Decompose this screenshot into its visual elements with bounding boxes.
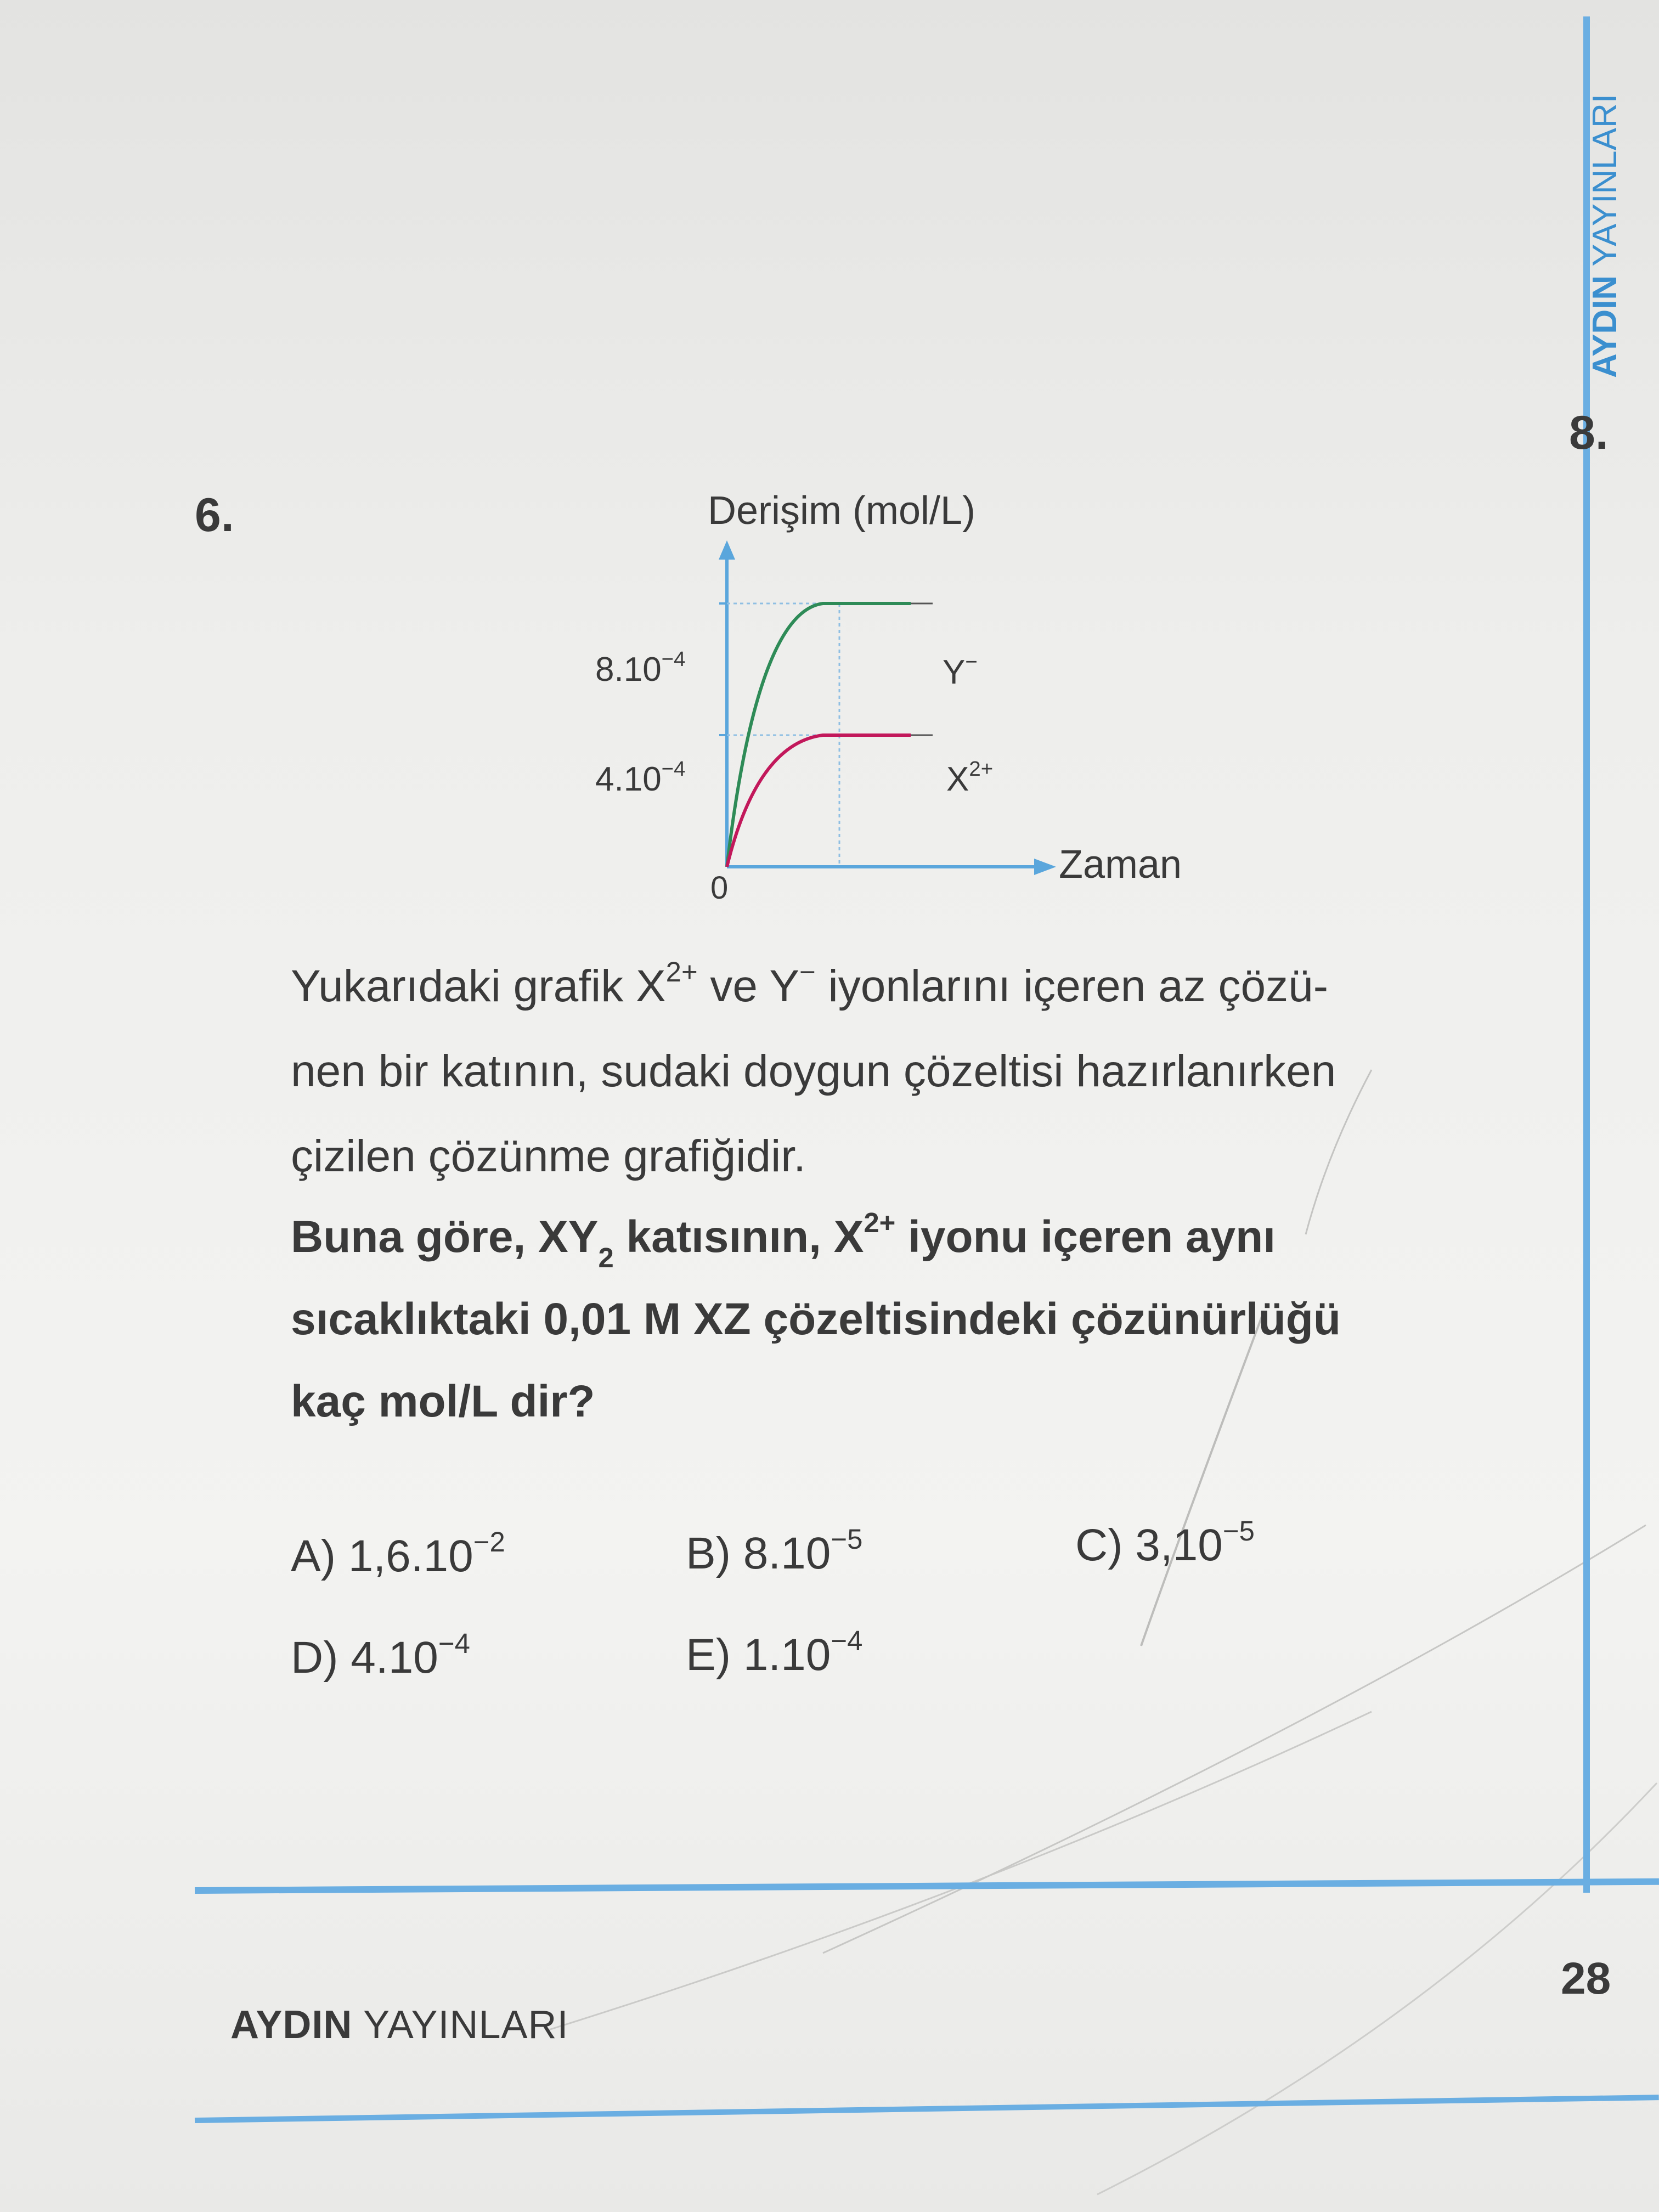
solubility-chart — [576, 538, 1070, 889]
option-b[interactable]: B) $8.10^{-5}$ — [686, 1523, 863, 1578]
question-number: 6. — [195, 489, 234, 541]
question-line: Buna göre, $XY_2$ katısının, $X^{2+}$ iyonu içeren aynı — [291, 1207, 1276, 1273]
footer-brand: AYDIN YAYINLARI — [230, 2003, 569, 2047]
option-e[interactable]: E) $1.10^{-4}$ — [686, 1625, 863, 1680]
tick-label-high: $8.10^{-4}$ — [595, 647, 686, 689]
option-d[interactable]: D) $4.10^{-4}$ — [291, 1628, 470, 1683]
stem-line: Yukarıdaki grafik $X^{2+}$ ve Y− iyonlarını içeren az çözü- — [291, 956, 1329, 1011]
stem-line: çizilen çözünme grafiğidir. — [291, 1131, 806, 1181]
question-line: kaç mol/L dir? — [291, 1376, 595, 1426]
question-stem — [291, 944, 1525, 1199]
tick-label-low: $4.10^{-4}$ — [595, 757, 686, 798]
chart-xlabel: Zaman — [1059, 843, 1182, 887]
question-prompt — [291, 1196, 1525, 1443]
series-label-x: $X^{2+}$ — [946, 757, 994, 798]
next-question-number: 8. — [1569, 407, 1609, 459]
option-a[interactable]: A) $1,6.10^{-2}$ — [291, 1526, 505, 1581]
page-number: 28 — [1561, 1954, 1611, 2004]
series-label-y: Y− — [943, 650, 978, 691]
option-c[interactable]: C) $3,10^{-5}$ — [1075, 1515, 1255, 1570]
y-axis-arrow — [719, 540, 735, 560]
origin-label: 0 — [710, 870, 729, 906]
stem-line: nen bir katının, sudaki doygun çözeltisi hazırlanırken — [291, 1046, 1336, 1096]
question-line: sıcaklıktaki 0,01 M XZ çözeltisindeki çözünürlüğü — [291, 1294, 1341, 1344]
x-axis-arrow — [1034, 859, 1056, 875]
pencil-line — [549, 1712, 1372, 2030]
series-x-curve — [727, 735, 911, 867]
side-brand: AYDIN YAYINLARI — [1586, 93, 1624, 379]
chart-ylabel: Derişim (mol/L) — [708, 489, 976, 533]
